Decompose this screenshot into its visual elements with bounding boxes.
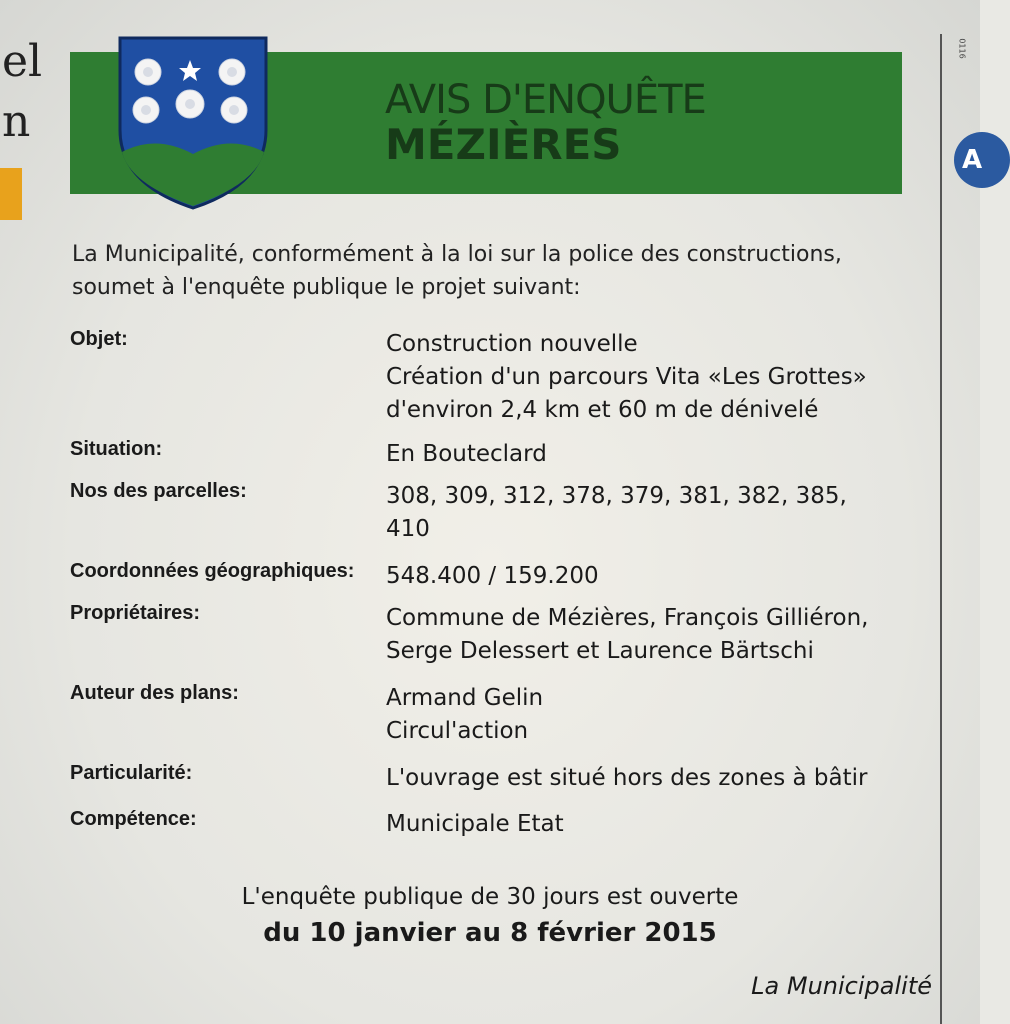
field-value-line: En Bouteclard [386, 441, 547, 467]
field-value-line: 410 [386, 516, 430, 542]
field-value [386, 480, 847, 546]
field-value [386, 328, 867, 427]
notice-title-line1: AVIS D'ENQUÊTE [385, 77, 706, 123]
intro-paragraph: La Municipalité, conformément à la loi sur la police des constructions, soumet à l'enquête publique le projet suivant: [72, 242, 842, 300]
adjacent-column-right [940, 34, 982, 1024]
field-value-line: 548.400 / 159.200 [386, 563, 599, 589]
reference-code: 0116 [957, 38, 967, 59]
field-value-line: Circul'action [386, 718, 529, 744]
blue-badge [954, 132, 1010, 188]
left-text-fragment: n [2, 96, 31, 147]
field-value [386, 682, 543, 748]
field-label: Compétence: [70, 808, 197, 830]
field-value [386, 560, 599, 593]
adjacent-column-left [0, 0, 43, 1024]
signature: La Municipalité [751, 972, 932, 1000]
field-value-line: Armand Gelin [386, 685, 544, 711]
field-value-line: Municipale Etat [386, 811, 564, 837]
field-label: Auteur des plans: [70, 682, 239, 704]
field-value-line: Serge Delessert et Laurence Bärtschi [386, 638, 814, 664]
field-value [386, 602, 868, 668]
orange-marker [0, 168, 22, 220]
inquiry-duration: L'enquête publique de 30 jours est ouverte [241, 884, 739, 910]
public-notice [40, 28, 940, 1018]
field-value [386, 762, 867, 795]
field-label: Propriétaires: [70, 602, 201, 624]
field-label: Objet: [70, 328, 128, 350]
field-value-line: Commune de Mézières, François Gilliéron, [386, 605, 869, 631]
field-value-line: L'ouvrage est situé hors des zones à bâtir [386, 765, 868, 791]
left-text-fragment: el [2, 36, 43, 87]
inquiry-dates: du 10 janvier au 8 février 2015 [263, 918, 717, 948]
field-label: Particularité: [70, 762, 193, 784]
field-value-line: Construction nouvelle [386, 331, 638, 357]
field-label: Situation: [70, 438, 163, 460]
coat-of-arms-icon [116, 34, 270, 212]
field-value-line: Création d'un parcours Vita «Les Grottes» [386, 364, 867, 390]
field-value-line: d'environ 2,4 km et 60 m de dénivelé [386, 397, 819, 423]
field-value-line: 308, 309, 312, 378, 379, 381, 382, 385, [386, 483, 847, 509]
notice-title [385, 78, 706, 168]
notice-title-line2: MÉZIÈRES [385, 120, 622, 169]
field-label: Coordonnées géographiques: [70, 560, 355, 582]
field-label: Nos des parcelles: [70, 480, 247, 502]
badge-letter: A [962, 145, 983, 175]
field-value [386, 438, 547, 471]
field-value [386, 808, 564, 841]
